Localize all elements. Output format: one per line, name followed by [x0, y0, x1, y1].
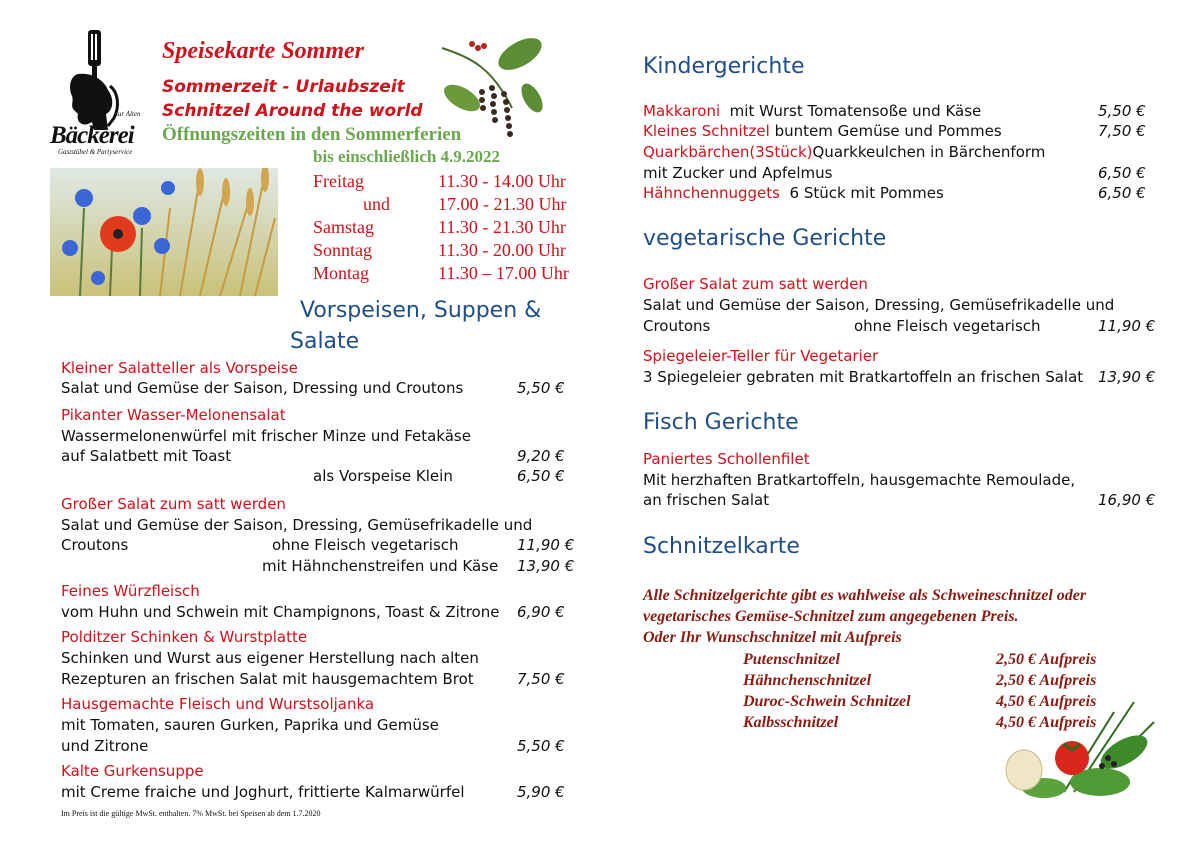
hours-time: 11.30 - 21.30 Uhr — [438, 217, 566, 237]
dish-name: Großer Salat zum satt werden — [643, 275, 868, 293]
schnitzel-price: 4,50 € Aufpreis — [996, 714, 1097, 731]
logo-small-text: Zur Alten — [114, 110, 141, 118]
dish-desc: mit Zucker und Apfelmus — [643, 164, 833, 182]
hours-time: 11.30 - 14.00 Uhr — [438, 171, 566, 191]
menu-title: Speisekarte Sommer — [162, 38, 364, 64]
schnitzel-price: 2,50 € Aufpreis — [996, 651, 1097, 668]
dish-desc: mit Creme fraiche und Joghurt, frittierte Kalmarwürfel — [61, 783, 465, 801]
section-heading-kinder: Kindergerichte — [643, 54, 805, 79]
dish-desc: Schinken und Wurst aus eigener Herstellung nach alten — [61, 649, 479, 667]
dish-name: Kleiner Salatteller als Vorspeise — [61, 359, 298, 377]
opening-hours-until: bis einschließlich 4.9.2022 — [313, 147, 501, 166]
hours-day: und — [363, 194, 390, 214]
opening-hours-title: Öffnungszeiten in den Sommerferien — [162, 124, 462, 145]
dish-desc: Salat und Gemüse der Saison, Dressing, Gemüsefrikadelle und — [61, 516, 533, 534]
dish-name: Hausgemachte Fleisch und Wurstsoljanka — [61, 695, 375, 713]
dish-name: Polditzer Schinken & Wurstplatte — [61, 628, 308, 646]
dish-desc: mit Wurst Tomatensoße und Käse — [720, 102, 982, 120]
dish-desc: 3 Spiegeleier gebraten mit Bratkartoffeln an frischen Salat — [643, 368, 1084, 386]
dish-price: 5,50 € — [517, 737, 565, 755]
dish-name: Großer Salat zum satt werden — [61, 495, 286, 513]
schnitzel-name: Hähnchenschnitzel — [743, 672, 872, 689]
dish-note: ohne Fleisch vegetarisch — [854, 317, 1041, 335]
logo-tag-text: Gaststübel & Partyservice — [58, 148, 133, 156]
dish-desc: an frischen Salat — [643, 491, 770, 509]
dish-price: 9,20 € — [517, 447, 565, 465]
dish-price: 7,50 € — [1098, 122, 1146, 140]
dish-desc: Quarkkeulchen in Bärchenform — [812, 143, 1046, 161]
dish-price: 6,50 € — [1098, 164, 1146, 182]
dish-desc: Croutons — [643, 317, 711, 335]
dish-name: Pikanter Wasser-Melonensalat — [61, 406, 286, 424]
dish-name: Makkaroni — [643, 102, 721, 120]
list-item — [643, 122, 1002, 140]
hours-day: Freitag — [313, 171, 364, 191]
dish-name: Feines Würzfleisch — [61, 582, 200, 600]
dish-price: 11,90 € — [517, 536, 575, 554]
dish-desc: Croutons — [61, 536, 129, 554]
dish-price: 11,90 € — [1098, 317, 1156, 335]
hours-day: Montag — [313, 263, 369, 283]
dish-price: 5,90 € — [517, 783, 565, 801]
logo-main-text: Bäckerei — [50, 122, 134, 149]
dish-price: 7,50 € — [517, 670, 565, 688]
list-item — [643, 102, 981, 120]
vat-footnote: Im Preis ist die gültige MwSt. enthalten. 7% MwSt. bei Speisen ab dem 1.7.2020 — [61, 809, 321, 818]
dish-desc: Salat und Gemüse der Saison, Dressing und Croutons — [61, 379, 464, 397]
dish-desc: Mit herzhaften Bratkartoffeln, hausgemachte Remoulade, — [643, 471, 1076, 489]
schnitzel-intro: Oder Ihr Wunschschnitzel mit Aufpreis — [643, 629, 902, 646]
dish-name: Kalte Gurkensuppe — [61, 762, 204, 780]
hours-time: 11.30 - 20.00 Uhr — [438, 240, 566, 260]
dish-desc: mit Tomaten, sauren Gurken, Paprika und Gemüse — [61, 716, 439, 734]
dish-extra: als Vorspeise Klein — [313, 467, 453, 485]
dish-name: Hähnchennuggets — [643, 184, 780, 202]
dish-note: mit Hähnchenstreifen und Käse — [262, 557, 499, 575]
schnitzel-intro: vegetarisches Gemüse-Schnitzel zum angegebenen Preis. — [643, 608, 1019, 625]
dish-desc: Rezepturen an frischen Salat mit hausgemachtem Brot — [61, 670, 474, 688]
dish-price: 13,90 € — [1098, 368, 1156, 386]
schnitzel-intro: Alle Schnitzelgerichte gibt es wahlweise als Schweineschnitzel oder — [643, 587, 1087, 604]
dish-name: Spiegeleier-Teller für Vegetarier — [643, 347, 879, 365]
dish-desc: auf Salatbett mit Toast — [61, 447, 232, 465]
dish-desc: Salat und Gemüse der Saison, Dressing, Gemüsefrikadelle und — [643, 296, 1115, 314]
hours-time: 17.00 - 21.30 Uhr — [438, 194, 567, 214]
dish-name: Paniertes Schollenfilet — [643, 450, 810, 468]
dish-desc: buntem Gemüse und Pommes — [769, 122, 1002, 140]
hours-day: Samstag — [313, 217, 374, 237]
schnitzel-name: Duroc-Schwein Schnitzel — [743, 693, 911, 710]
list-item — [643, 184, 944, 202]
dish-price: 13,90 € — [517, 557, 575, 575]
logo — [48, 26, 148, 156]
schnitzel-name: Kalbsschnitzel — [743, 714, 839, 731]
dish-desc: vom Huhn und Schwein mit Champignons, Toast & Zitrone — [61, 603, 500, 621]
section-heading-schnitzel: Schnitzelkarte — [643, 534, 800, 559]
section-heading-vorspeisen: Vorspeisen, Suppen & — [300, 298, 542, 323]
dish-desc: 6 Stück mit Pommes — [779, 184, 944, 202]
dish-price: 5,50 € — [517, 379, 565, 397]
herbs-tomato-icon — [1004, 692, 1164, 804]
dish-desc: und Zitrone — [61, 737, 149, 755]
section-heading-vegetarisch: vegetarische Gerichte — [643, 226, 887, 251]
dish-extra-price: 6,50 € — [517, 467, 565, 485]
subtitle-summer: Sommerzeit - Urlaubszeit — [162, 77, 405, 97]
schnitzel-name: Putenschnitzel — [743, 651, 840, 668]
dish-price: 6,50 € — [1098, 184, 1146, 202]
hours-time: 11.30 – 17.00 Uhr — [438, 263, 569, 283]
section-heading-fisch: Fisch Gerichte — [643, 410, 799, 435]
dish-note: ohne Fleisch vegetarisch — [272, 536, 459, 554]
dish-price: 16,90 € — [1098, 491, 1156, 509]
schnitzel-price: 2,50 € Aufpreis — [996, 672, 1097, 689]
dish-price: 6,90 € — [517, 603, 565, 621]
dish-name: Kleines Schnitzel — [643, 122, 770, 140]
schnitzel-price: 4,50 € Aufpreis — [996, 693, 1097, 710]
dish-name: Quarkbärchen(3Stück) — [643, 143, 813, 161]
subtitle-schnitzel: Schnitzel Around the world — [162, 101, 423, 121]
section-heading-salate: Salate — [290, 329, 360, 354]
herbs-vegetables-image — [1004, 692, 1164, 804]
flower-field-icon — [50, 168, 278, 296]
dish-desc: Wassermelonenwürfel mit frischer Minze und Fetakäse — [61, 427, 471, 445]
list-item — [643, 143, 1045, 161]
dish-price: 5,50 € — [1098, 102, 1146, 120]
hours-day: Sonntag — [313, 240, 373, 260]
summer-flowers-image — [50, 168, 278, 296]
